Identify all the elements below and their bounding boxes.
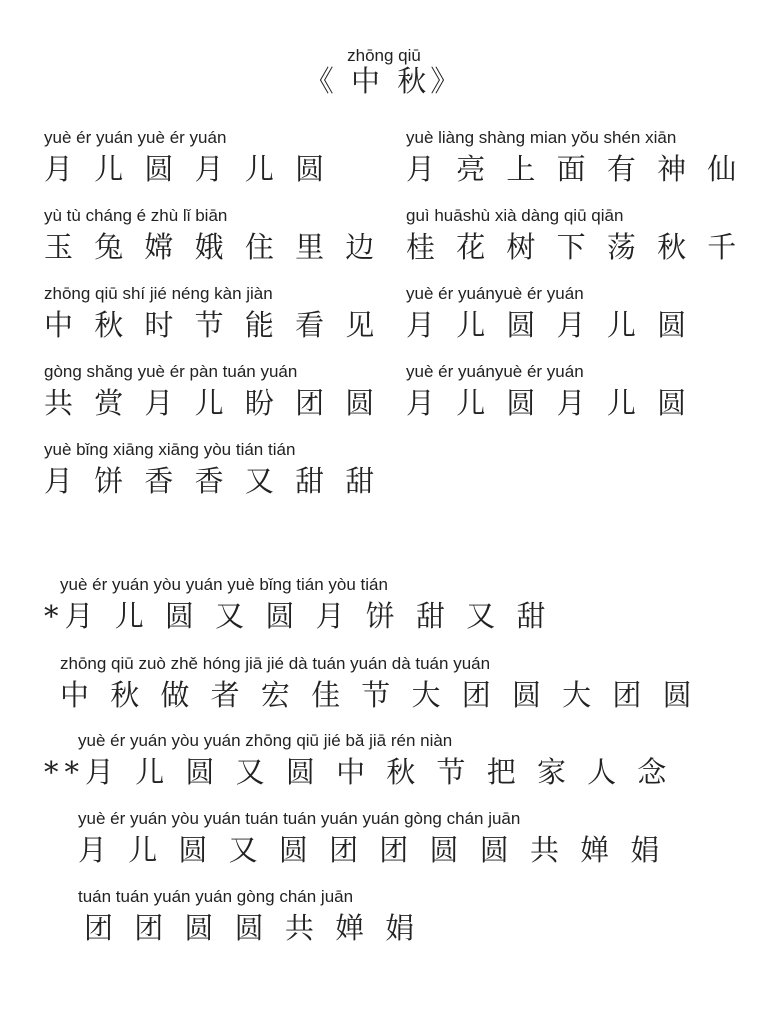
hanzi-line: 月 儿 圆 月 儿 圆	[44, 152, 331, 186]
hanzi-line: 中 秋 时 节 能 看 见	[44, 308, 381, 342]
hanzi-line: **月 儿 圆 又 圆 中 秋 节 把 家 人 念	[44, 755, 673, 789]
pinyin-line: tuán tuán yuán yuán gòng chán juān	[78, 887, 354, 906]
pinyin-line: yù tù cháng é zhù lǐ biān	[44, 206, 228, 225]
pinyin-line: yuè bǐng xiāng xiāng yòu tián tián	[44, 440, 296, 459]
hanzi-line: 月 儿 圆 又 圆 团 团 圆 圆 共 婵 娟	[78, 833, 666, 867]
pinyin-line: yuè ér yuányuè ér yuán	[406, 284, 584, 303]
pinyin-line: yuè ér yuán yòu yuán tuán tuán yuán yuán gòng chán juān	[78, 809, 521, 828]
pinyin-line: yuè ér yuán yòu yuán yuè bǐng tián yòu tián	[60, 575, 388, 594]
hanzi-line: 桂 花 树 下 荡 秋 千	[406, 230, 743, 264]
pinyin-line: yuè liàng shàng mian yǒu shén xiān	[406, 128, 677, 147]
pinyin-line: yuè ér yuán yuè ér yuán	[44, 128, 227, 147]
hanzi-line: 团 团 圆 圆 共 婵 娟	[84, 911, 421, 945]
hanzi-line: 月 儿 圆 月 儿 圆	[406, 308, 693, 342]
pinyin-line: gòng shǎng yuè ér pàn tuán yuán	[44, 362, 298, 381]
hanzi-line: 玉 兔 嫦 娥 住 里 边	[44, 230, 381, 264]
hanzi-line: 月 亮 上 面 有 神 仙	[406, 152, 743, 186]
hanzi-line: 共 赏 月 儿 盼 团 圆	[44, 386, 381, 420]
hanzi-line: 中 秋 做 者 宏 佳 节 大 团 圆 大 团 圆	[60, 678, 698, 712]
pinyin-line: yuè ér yuányuè ér yuán	[406, 362, 584, 381]
pinyin-line: guì huāshù xià dàng qiū qiān	[406, 206, 624, 225]
pinyin-line: zhōng qiū shí jié néng kàn jiàn	[44, 284, 273, 303]
hanzi-line: 月 儿 圆 月 儿 圆	[406, 386, 693, 420]
title-pinyin: zhōng qiū	[347, 46, 421, 65]
pinyin-line: yuè ér yuán yòu yuán zhōng qiū jié bǎ jiā rén niàn	[78, 731, 453, 750]
hanzi-line: *月 儿 圆 又 圆 月 饼 甜 又 甜	[44, 599, 552, 633]
pinyin-line: zhōng qiū zuò zhě hóng jiā jié dà tuán yuán dà tuán yuán	[60, 654, 491, 673]
page-title: 《 中 秋》	[304, 64, 464, 98]
hanzi-line: 月 饼 香 香 又 甜 甜	[44, 464, 381, 498]
